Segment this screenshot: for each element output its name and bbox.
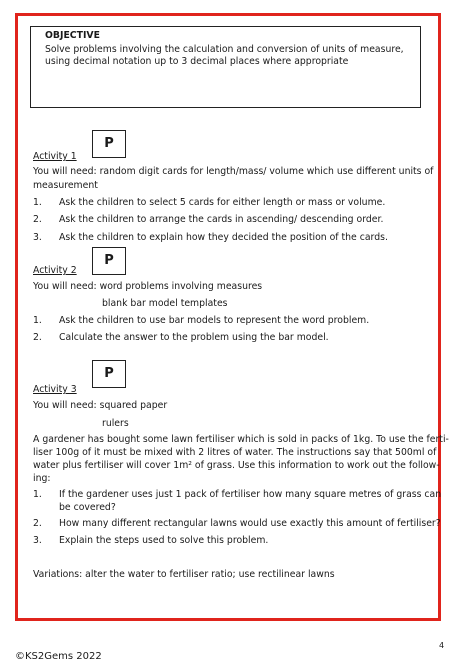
step-number: 2. (33, 332, 42, 343)
page-number: 4 (439, 641, 445, 650)
step-text-continued: be covered? (59, 502, 116, 513)
activity-3-step (33, 489, 441, 501)
activity-2-need-line2: blank bar model templates (102, 298, 228, 309)
step-text: If the gardener uses just 1 pack of fertiliser how many square metres of grass can (59, 489, 442, 500)
step-number: 1. (33, 489, 42, 500)
activity-2-title: Activity 2 (33, 265, 77, 276)
activity-2-step (33, 315, 369, 327)
activity-3-need-line2: rulers (102, 418, 129, 429)
activity-3-step (33, 535, 268, 547)
problem-line: water plus fertiliser will cover 1m² of grass. Use this information to work out the follow- (33, 460, 440, 471)
step-text: Ask the children to select 5 cards for either length or mass or volume. (59, 197, 386, 208)
problem-line: ing: (33, 473, 51, 484)
step-number: 3. (33, 535, 42, 546)
activity-1-step (33, 214, 383, 226)
step-text: Ask the children to arrange the cards in ascending/ descending order. (59, 214, 384, 225)
activity-1-badge: P (92, 130, 126, 158)
step-text: How many different rectangular lawns would use exactly this amount of fertiliser? (59, 518, 441, 529)
step-text: Ask the children to use bar models to represent the word problem. (59, 315, 370, 326)
activity-1-need-line2: measurement (33, 180, 98, 191)
variations-text: Variations: alter the water to fertiliser ratio; use rectilinear lawns (33, 569, 335, 580)
step-text: Explain the steps used to solve this problem. (59, 535, 269, 546)
activity-2-step (33, 332, 329, 344)
activity-1-step (33, 197, 385, 209)
problem-line: A gardener has bought some lawn fertiliser which is sold in packs of 1kg. To use the ferti- (33, 434, 449, 445)
activity-3-title: Activity 3 (33, 384, 77, 395)
activity-3-need-line1: You will need: squared paper (33, 400, 168, 411)
copyright-footer: ©KS2Gems 2022 (15, 651, 102, 662)
step-number: 3. (33, 232, 42, 243)
activity-1-title: Activity 1 (33, 151, 77, 162)
problem-line: liser 100g of it must be mixed with 2 litres of water. The instructions say that 500ml of (33, 447, 437, 458)
activity-3-badge: P (92, 360, 126, 388)
activity-1-step (33, 232, 388, 244)
objective-title: OBJECTIVE (45, 30, 100, 41)
activity-3-step (33, 518, 441, 530)
step-number: 2. (33, 518, 42, 529)
activity-2-badge: P (92, 247, 126, 275)
step-number: 1. (33, 315, 42, 326)
step-number: 1. (33, 197, 42, 208)
activity-2-need-line1: You will need: word problems involving measures (33, 281, 263, 292)
objective-box (30, 26, 421, 108)
step-number: 2. (33, 214, 42, 225)
activity-1-need-line1: You will need: random digit cards for length/mass/ volume which use different units of (33, 166, 434, 177)
step-text: Ask the children to explain how they decided the position of the cards. (59, 232, 388, 243)
step-text: Calculate the answer to the problem using the bar model. (59, 332, 329, 343)
objective-text: Solve problems involving the calculation and conversion of units of measure, using decimal notation up to 3 decimal places where appropriate (45, 44, 404, 68)
